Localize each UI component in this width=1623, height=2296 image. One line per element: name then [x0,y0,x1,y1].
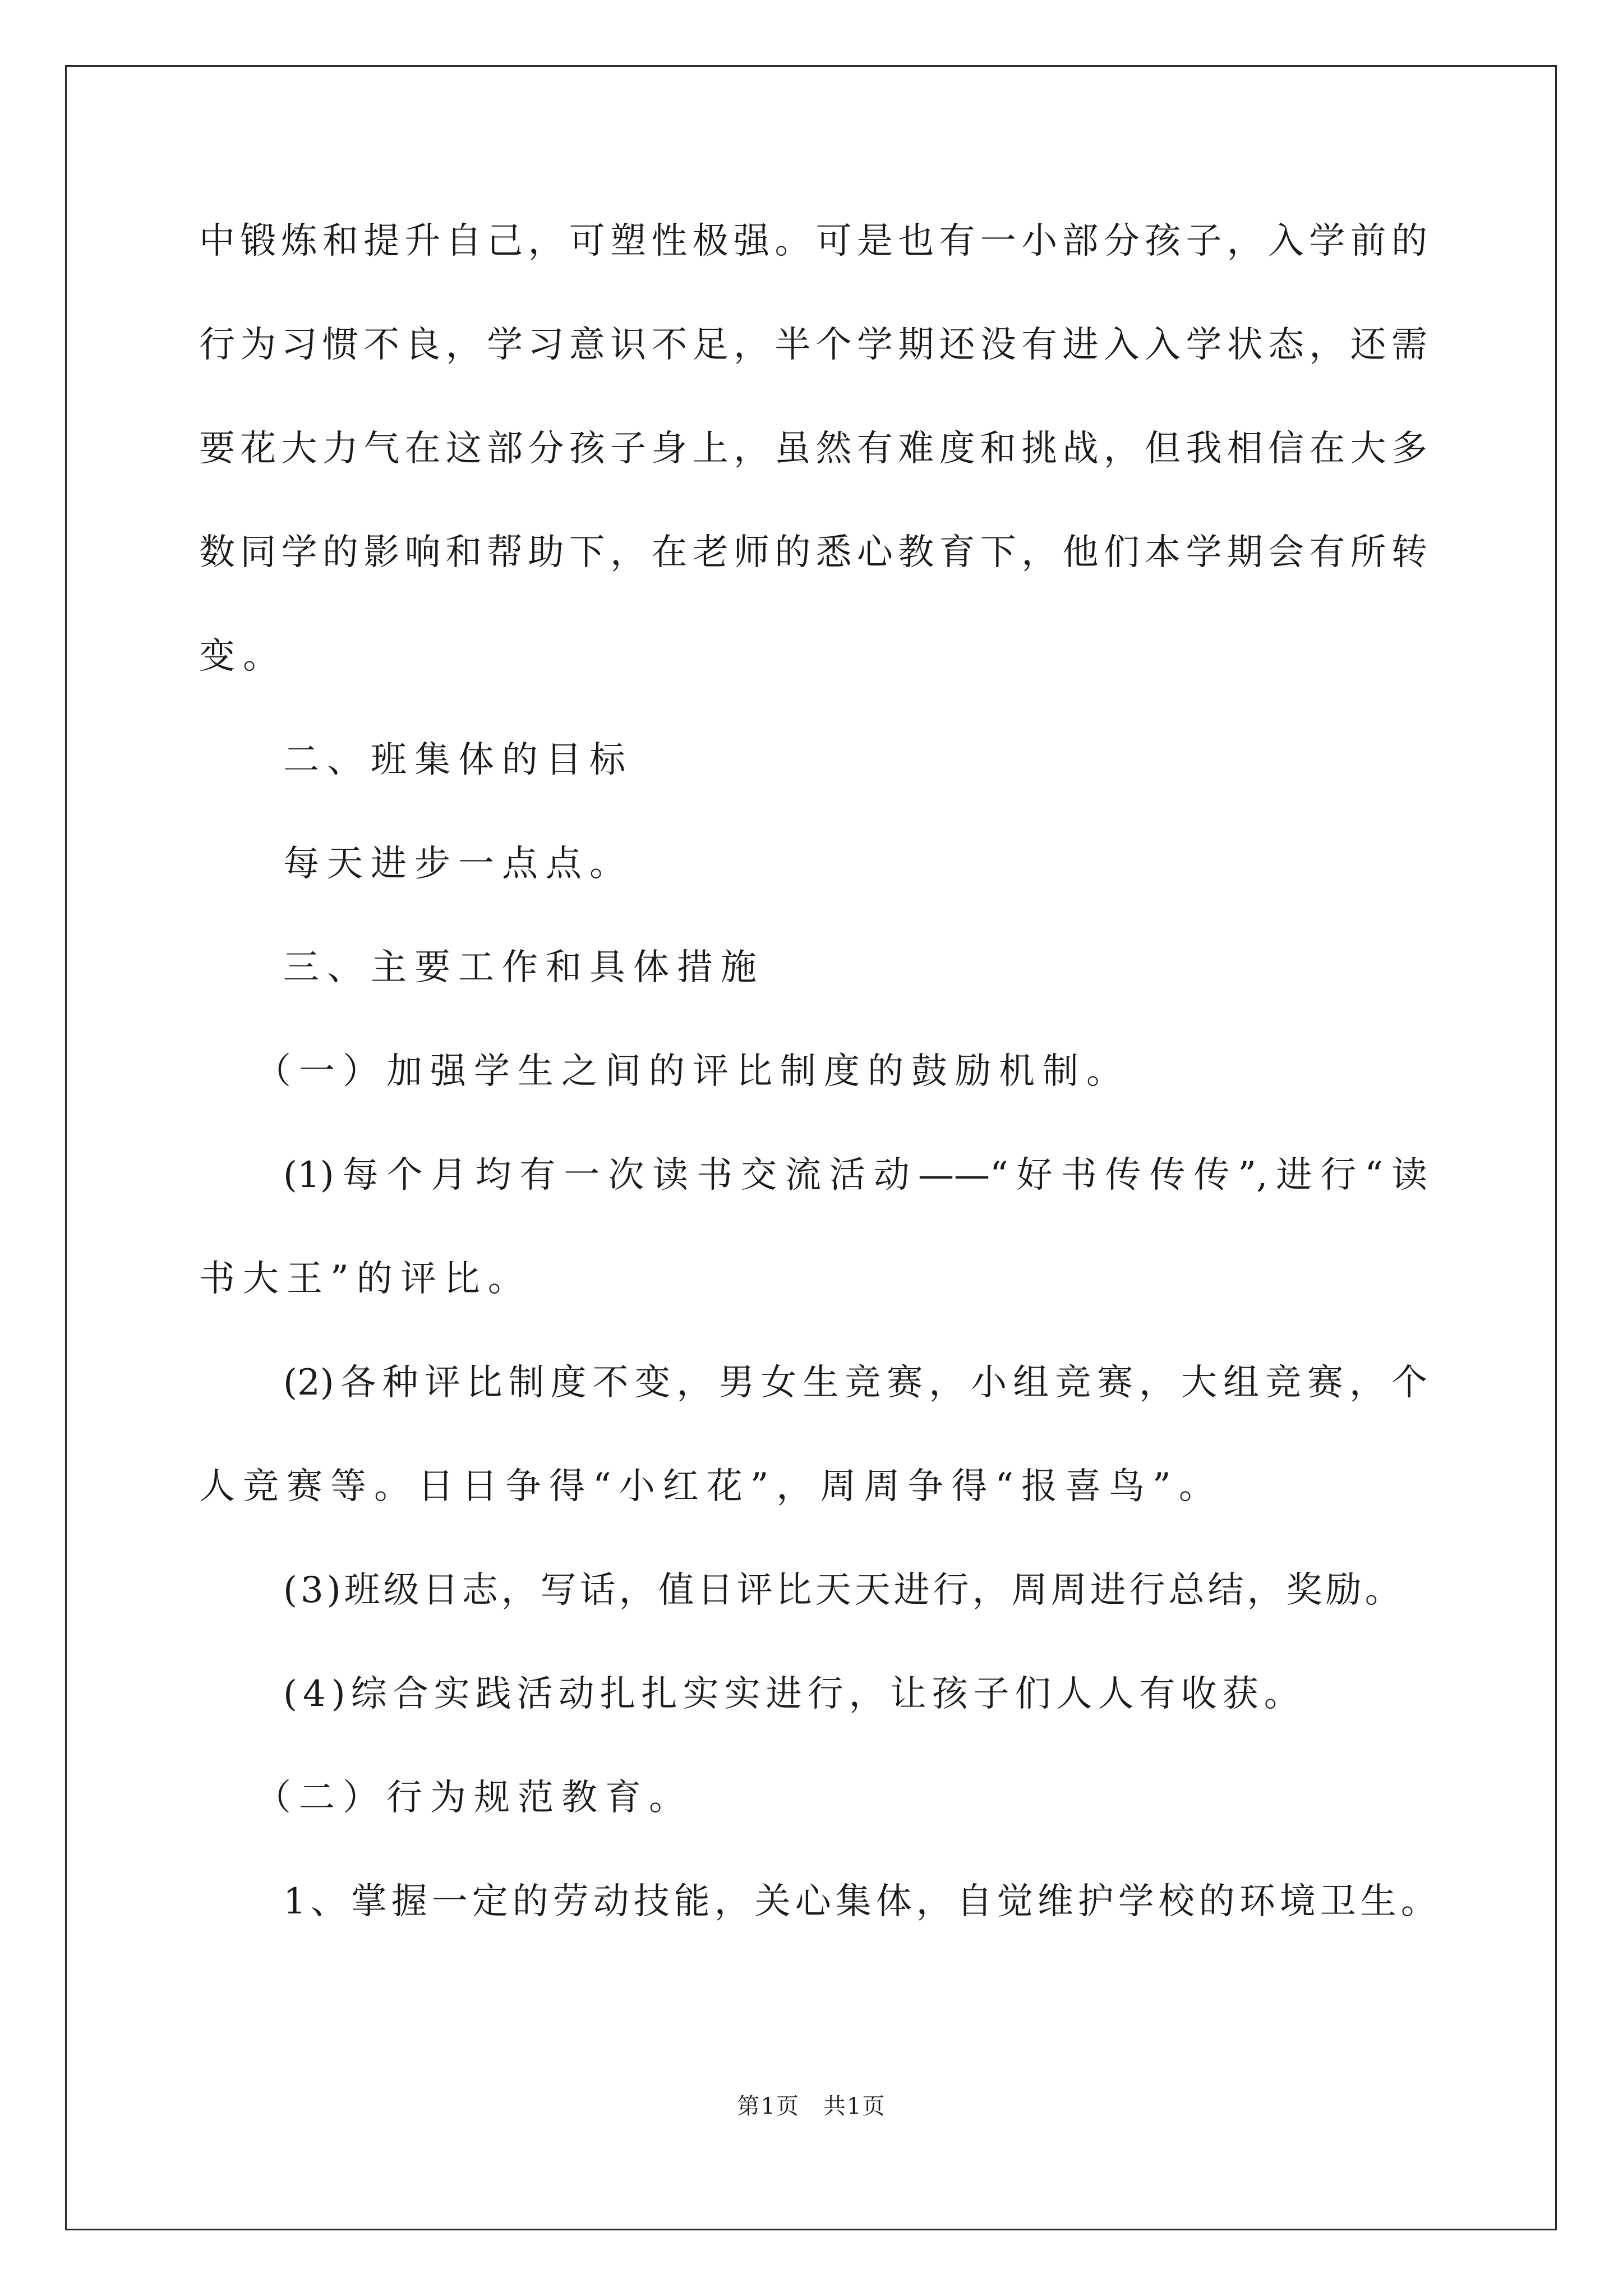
list-item-line: (1)每个月均有一次读书交流活动——“好书传传传”,进行“读 [283,1154,1427,1196]
section-heading: 二、班集体的目标 [283,739,633,781]
paragraph-line: 变。 [199,636,287,677]
list-item: (3)班级日志，写话，值日评比天天进行，周周进行总结，奖励。 [283,1570,1404,1611]
subsection-heading: （二）行为规范教育。 [255,1777,693,1819]
paragraph-line: 行为习惯不良，学习意识不足，半个学期还没有进入入学状态，还需 [199,324,1427,366]
list-item-line: 人竞赛等。日日争得“小红花”，周周争得“报喜鸟”。 [199,1466,1223,1507]
section-heading: 三、主要工作和具体措施 [283,947,764,988]
page-number: 第1页 共1页 [737,2093,886,2119]
list-item-line: 书大王”的评比。 [199,1258,532,1300]
goal-text: 每天进步一点点。 [283,843,633,885]
list-item-line: (2)各种评比制度不变，男女生竞赛，小组竞赛，大组竞赛，个 [283,1362,1427,1404]
numbered-item: 1、掌握一定的劳动技能，关心集体，自觉维护学校的环境卫生。 [283,1881,1441,1922]
paragraph-line: 数同学的影响和帮助下，在老师的悉心教育下，他们本学期会有所转 [199,532,1427,573]
subsection-heading: （一）加强学生之间的评比制度的鼓励机制。 [255,1051,1130,1092]
paragraph-line: 要花大力气在这部分孩子身上，虽然有难度和挑战，但我相信在大多 [199,428,1427,470]
paragraph-line: 中锻炼和提升自己，可塑性极强。可是也有一小部分孩子，入学前的 [199,220,1427,262]
list-item: (4)综合实践活动扎扎实实进行，让孩子们人人有收获。 [283,1673,1306,1715]
